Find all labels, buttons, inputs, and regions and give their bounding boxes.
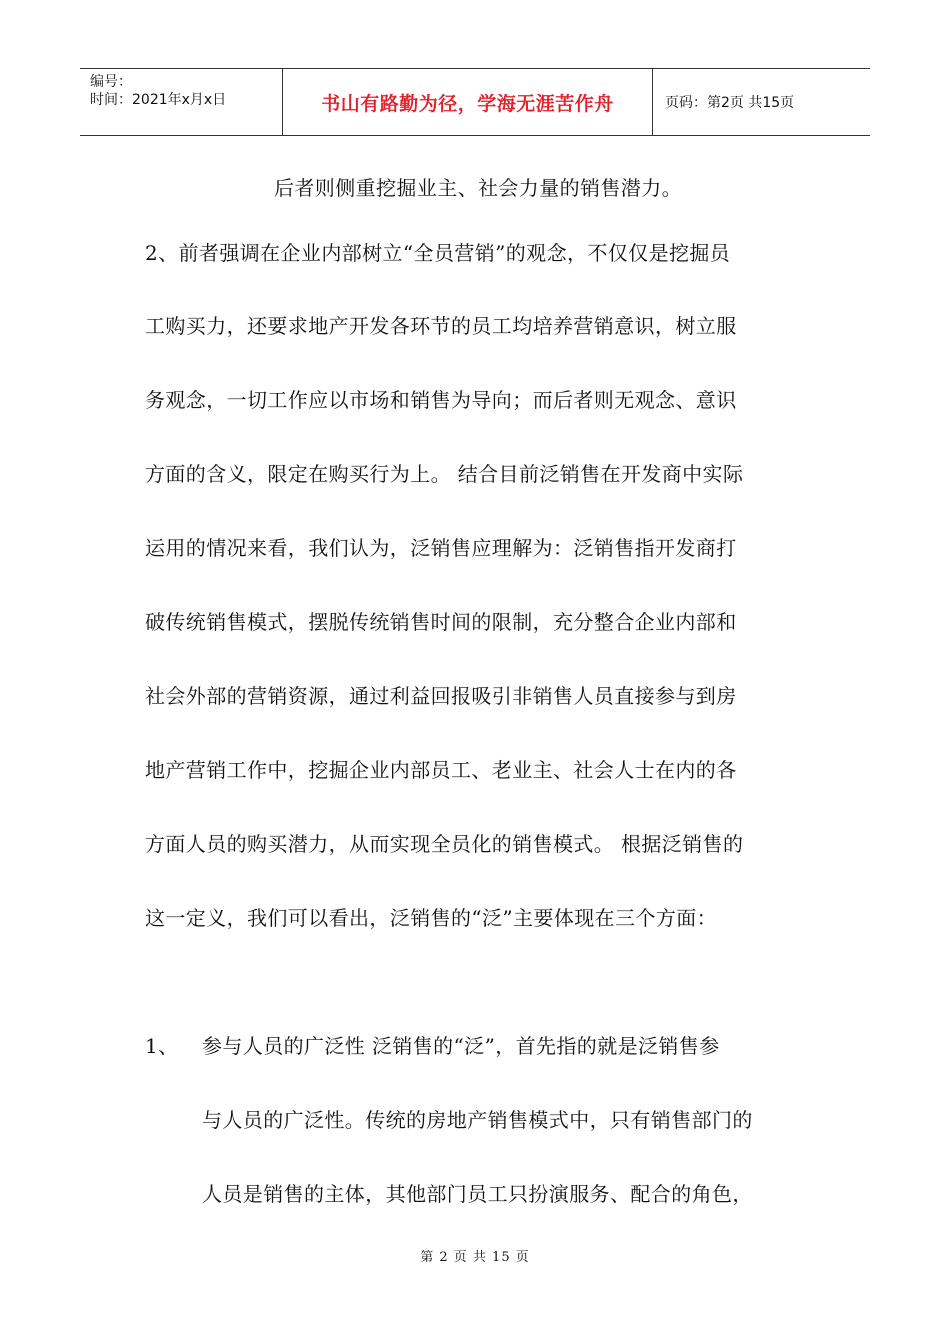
page-footer: 第 2 页 共 15 页 xyxy=(420,1250,530,1265)
list-line: 与人员的广泛性。传统的房地产销售模式中，只有销售部门的 xyxy=(202,1108,753,1132)
list-item-number: 1、 xyxy=(145,1034,179,1058)
body-line: 破传统销售模式，摆脱传统销售时间的限制，充分整合企业内部和 xyxy=(145,610,737,634)
body-line: 地产营销工作中，挖掘企业内部员工、老业主、社会人士在内的各 xyxy=(145,758,737,782)
body-line: 务观念，一切工作应以市场和销售为导向；而后者则无观念、意识 xyxy=(145,388,737,412)
body-line: 工购买力，还要求地产开发各环节的员工均培养营销意识，树立服 xyxy=(145,314,737,338)
document-header xyxy=(80,68,870,136)
body-line: 社会外部的营销资源，通过利益回报吸引非销售人员直接参与到房 xyxy=(145,684,737,708)
document-time-label: 时间：2021年x月x日 xyxy=(90,92,227,108)
list-line: 参与人员的广泛性 泛销售的“泛”，首先指的就是泛销售参 xyxy=(202,1034,720,1058)
header-page-code: 页码：第2页 共15页 xyxy=(665,95,795,111)
list-line: 人员是销售的主体，其他部门员工只扮演服务、配合的角色， xyxy=(202,1182,753,1206)
body-line: 这一定义，我们可以看出，泛销售的“泛”主要体现在三个方面： xyxy=(145,906,718,930)
body-line: 方面人员的购买潜力，从而实现全员化的销售模式。 根据泛销售的 xyxy=(145,832,744,856)
body-line: 2、前者强调在企业内部树立“全员营销”的观念，不仅仅是挖掘员 xyxy=(145,241,731,265)
document-number-label: 编号： xyxy=(90,74,132,90)
header-page-cell xyxy=(653,69,870,135)
body-line: 后者则侧重挖掘业主、社会力量的销售潜力。 xyxy=(274,176,682,200)
header-meta-cell xyxy=(80,69,282,135)
header-motto: 书山有路勤为径，学海无涯苦作舟 xyxy=(321,92,614,115)
header-motto-cell xyxy=(282,69,653,135)
body-line: 运用的情况来看，我们认为，泛销售应理解为：泛销售指开发商打 xyxy=(145,536,737,560)
body-line: 方面的含义，限定在购买行为上。 结合目前泛销售在开发商中实际 xyxy=(145,462,744,486)
